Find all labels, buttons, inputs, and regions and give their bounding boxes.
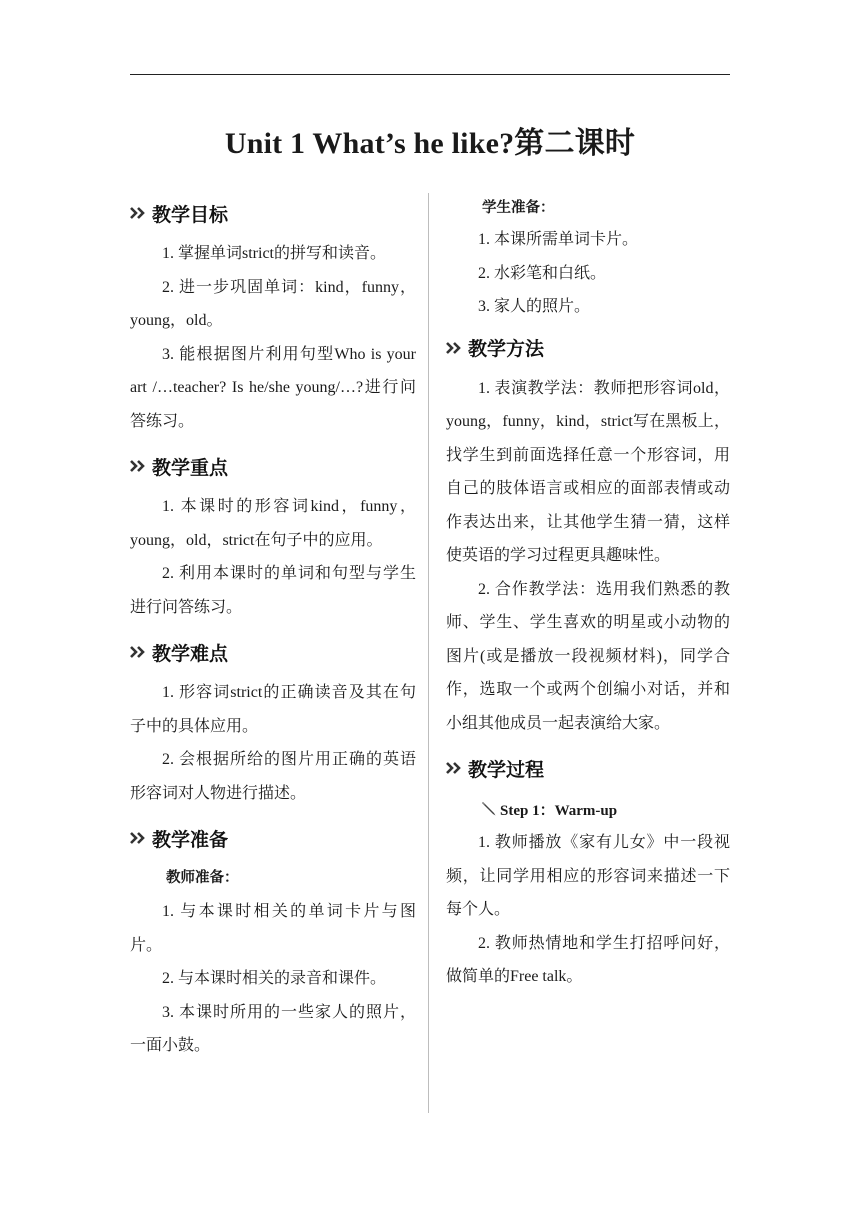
difficulty-item: 2. 会根据所给的图片用正确的英语形容词对人物进行描述。 <box>130 751 416 802</box>
objective-item: 3. 能根据图片利用句型Who is your art /…teacher? Is he/she young/…?进行问答练习。 <box>130 345 416 430</box>
double-chevron-icon <box>446 761 466 775</box>
process-item: 2. 教师热情地和学生打招呼问好，做简单的Free talk。 <box>446 934 730 985</box>
difficulty-item: 1. 形容词strict的正确读音及其在句子中的具体应用。 <box>130 684 416 735</box>
section-process-heading <box>446 748 730 788</box>
method-item: 2. 合作教学法：选用我们熟悉的教师、学生、学生喜欢的明星或小动物的图片(或是播放一段视频材料)，同学合作，选取一个或两个创编小对话，并和小组其他成员一起表演给大家。 <box>446 580 730 732</box>
right-column <box>446 193 730 994</box>
section-title: 教学方法 <box>468 338 545 360</box>
pencil-icon <box>480 800 498 818</box>
key-point-item: 1. 本课时的形容词kind，funny，young，old，strict在句子中的应用。 <box>130 498 416 549</box>
student-prep-label: 学生准备： <box>482 200 555 216</box>
left-column <box>130 193 416 1063</box>
student-prep-item: 1. 本课所需单词卡片。 <box>478 231 639 248</box>
teacher-prep-label: 教师准备： <box>166 870 239 886</box>
column-divider <box>428 193 429 1113</box>
step-1-title: Step 1：Warm-up <box>500 802 618 819</box>
process-item: 1. 教师播放《家有儿女》中一段视频，让同学用相应的形容词来描述一下每个人。 <box>446 834 730 918</box>
section-preparation-heading <box>130 818 416 858</box>
section-title: 教学难点 <box>152 642 229 665</box>
header-rule <box>130 74 730 75</box>
student-prep-item: 3. 家人的照片。 <box>478 298 591 315</box>
section-title: 教学过程 <box>468 758 545 781</box>
teacher-prep-item: 3. 本课时所用的一些家人的照片，一面小鼓。 <box>130 1003 416 1054</box>
section-title: 教学目标 <box>152 203 229 226</box>
double-chevron-icon <box>130 459 150 473</box>
key-point-item: 2. 利用本课时的单词和句型与学生进行问答练习。 <box>130 565 416 616</box>
double-chevron-icon <box>130 206 150 220</box>
step-1-heading <box>446 792 730 826</box>
section-objectives-heading <box>130 193 416 233</box>
double-chevron-icon <box>130 831 150 845</box>
student-prep-item: 2. 水彩笔和白纸。 <box>478 264 607 282</box>
objective-item: 1. 掌握单词strict的拼写和读音。 <box>162 245 386 262</box>
section-difficulties-heading <box>130 632 416 672</box>
section-title: 教学准备 <box>152 828 229 851</box>
double-chevron-icon <box>130 645 150 659</box>
method-item: 1. 表演教学法：教师把形容词old，young，funny，kind，strict写在黑板上，找学生到前面选择任意一个形容词，用自己的肢体语言或相应的面部表情或动作表达出来，让其他学生猜一猜，这样使英语的学习过程更具趣味性。 <box>446 379 730 564</box>
teacher-prep-item: 1. 与本课时相关的单词卡片与图片。 <box>130 903 416 954</box>
section-key-points-heading <box>130 446 416 486</box>
page-title: Unit 1 What’s he like?第二课时 <box>224 127 636 160</box>
section-methods-heading <box>446 328 730 368</box>
section-title: 教学重点 <box>152 456 229 479</box>
objective-item: 2. 进一步巩固单词：kind，funny，young，old。 <box>130 278 416 329</box>
teacher-prep-item: 2. 与本课时相关的录音和课件。 <box>162 970 387 987</box>
double-chevron-icon <box>446 341 466 355</box>
